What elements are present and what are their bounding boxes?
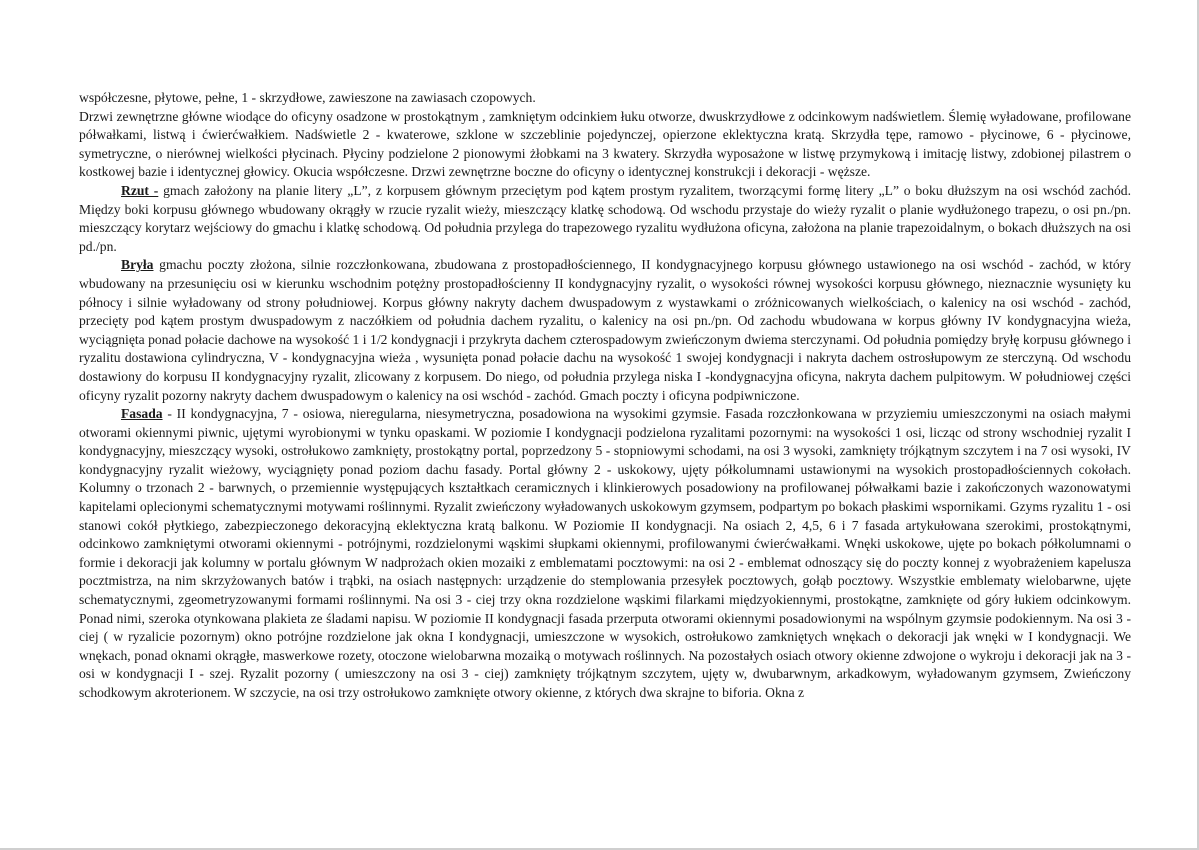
paragraph-bryla bbox=[79, 256, 1131, 405]
section-heading-fasada: Fasada bbox=[121, 406, 163, 422]
paragraph-fasada bbox=[79, 405, 1131, 703]
document-body bbox=[79, 89, 1131, 703]
paragraph-text: gmachu poczty złożona, silnie rozczłonkowana, zbudowana z prostopadłościennego, II kondygnacyjnego korpusu głównego ustawionego na osi wschód - zachód, w który wbudowany na przesunięciu osi w kierunku wschodnim potężny prostopadłościenny II kondygnacyjny ryzalit, o wysokości równej wysokości korpusu głównego, nieznacznie wysunięty ku północy i silnie wyładowany od strony południowej. Korpus główny nakryty dachem dwuspadowym z wystawkami o zróżnicowanych wielkościach, o kalenicy na osi wschód - zachód, przecięty pod kątem prostym dwuspadowym z naczółkiem od południa dachem ryzalitu, o kalenicy na osi pn./pn. Od zachodu wbudowana w korpus główny IV kondygnacyjna wieża, wyciągnięta ponad połacie dachowe na wysokość 1 i 1/2 kondygnacji i przykryta dachem czterospadowym zwieńczonym dwiema sterczynami. Od południa pomiędzy bryłę korpusu głównego i ryzalitu dostawiona cylindryczna, V - kondygnacyjna wieża , wysunięta ponad połacie dachu na wysokość 1 swojej kondygnacji i nakryta dachem ostrosłupowym ze sterczyną. Od wschodu dostawiony do korpusu II kondygnacyjny ryzalit, zlicowany z korpusem. Do niego, od południa przylega niska I -kondygnacyjna oficyna, nakryta dachem pulpitowym. W południowej części oficyny ryzalit pozorny nakryty dachem dwuspadowym o kalenicy na osi wschód - zachód. Gmach poczty i oficyna podpiwniczone. bbox=[79, 257, 1131, 403]
paragraph-text: gmach założony na planie litery „L”, z korpusem głównym przeciętym pod kątem prostym ryzalitem, tworzącymi formę litery „L” o boku dłuższym na osi wschód zachód. Między boki korpusu głównego wbudowany okrągły w rzucie ryzalit wieży, mieszczący klatkę schodową. Od wschodu przystaje do wieży ryzalit o planie wydłużonego trapezu, o osi pn./pn. mieszczący korytarz wejściowy do gmachu i klatkę schodową. Od południa przylega do trapezowego ryzalitu wydłużona oficyna, założona na planie trapezoidalnym, o bokach dłuższych na osi pd./pn. bbox=[79, 182, 1131, 254]
section-heading-rzut: Rzut - bbox=[121, 182, 159, 198]
paragraph-text: - II kondygnacyjna, 7 - osiowa, nieregularna, niesymetryczna, posadowiona na wysokimi gzymsie. Fasada rozczłonkowana w przyziemiu umieszczonymi na osiach małymi otworami okiennymi piwnic, ujętymi wyrobionymi w tynku opaskami. W poziomie I kondygnacji podzielona ryzalitami pozornymi: na wysokości 1 osi, licząc od strony wschodniej ryzalit I kondygnacyjny, mieszczący wysoki, ostrołukowo zamknięty, prostokątny portal, poprzedzony 5 - stopniowymi schodami, na osi 3 wysoki, zamknięty trójkątnym szczytem i na 7 osi wysoki, IV kondygnacyjny ryzalit wieżowy, wyciągnięty ponad poziom dachu fasady. Portal główny 2 - uskokowy, ujęty półkolumnami ustawionymi na wysokich prostopadłościennych cokołach. Kolumny o trzonach 2 - barwnych, o przemiennie występujących kształtkach ceramicznych i klinkierowych posadowiony na profilowanej półwałkami bazie i zakończonych wazonowatymi kapitelami oplecionymi schematycznymi motywami roślinnymi. Ryzalit zwieńczony wyładowanych uskokowym gzymsem, podpartym po bokach płaskimi wspornikami. Gzyms ryzalitu 1 - osi stanowi cokół płytkiego, zabezpieczonego dekoracyjną eklektyczna kratą balkonu. W Poziomie II kondygnacji. Na osiach 2, 4,5, 6 i 7 fasada artykułowana szerokimi, prostokątnymi, odcinkowo zamkniętymi otworami okiennymi - potrójnymi, rozdzielonymi wąskimi słupkami okiennymi, profilowanymi ćwierćwałkami. Wnęki uskokowe, ujęte po bokach półkolumnami o formie i dekoracji jak kolumny w portalu głównym W nadprożach okien mozaiki z emblematami pocztowymi: na osi 2 - emblemat odnoszący się do poczty konnej z wyobrażeniem kapelusza pocztmistrza, na nim skrzyżowanych batów i trąbki, na osiach następnych: urządzenie do stemplowania przesyłek pocztowych, gołąb pocztowy. Wszystkie emblematy wielobarwne, ujęte schematycznymi, zgeometryzowanymi formami roślinnymi. Na osi 3 - ciej trzy okna rozdzielone wąskimi filarkami międzyokiennymi, prostokątne, zamknięte od góry łukiem odcinkowym. Ponad nimi, szeroka otynkowana plakieta ze śladami napisu. W poziomie II kondygnacji fasada przerputa otworami okiennymi posadowionymi na wspólnym gzymsie podokiennym. Na osi 3 - ciej ( w ryzalicie pozornym) okno potrójne rozdzielone jak okna I kondygnacji, umieszczone w wysokich, ostrołukowo zamkniętych wnękach o dekoracji jak wnęki w I kondygnacji. We wnękach, ponad oknami okrągłe, maswerkowe rozety, otoczone wielobarwna mozaiką o motywach roślinnych. Na pozostałych osiach otwory okienne zdwojone o wykroju i dekoracji jak na 3 - osi w kondygnacji I - szej. Ryzalit pozorny ( umieszczony na osi 3 - ciej) zamknięty trójkątnym szczytem, ujęty w, dwubarwnym, arkadkowym, wyładowanym gzymsem, Zwieńczony schodkowym akroterionem. W szczycie, na osi trzy ostrołukowo zamknięte otwory okienne, z których dwa skrajne to biforia. Okna z bbox=[79, 406, 1131, 700]
paragraph-text: Drzwi zewnętrzne główne wiodące do oficyny osadzone w prostokątnym , zamkniętym odcinkiem łuku otworze, dwuskrzydłowe z odcinkowym nadświetlem. Ślemię wyładowane, profilowane półwałkami, listwą i ćwierćwałkiem. Nadświetle 2 - kwaterowe, szklone w szczeblinie pojedynczej, opierzone eklektyczna kratą. Skrzydła tępe, ramowo - płycinowe, 6 - płycinowe, symetryczne, o nierównej wielkości płycinach. Płyciny podzielone 2 pionowymi żłobkami na 3 kwatery. Skrzydła wyposażone w listwę przymykową i imitację listwy, zdobionej pilastrem o kostkowej bazie i identycznej głowicy. Okucia współczesne. Drzwi zewnętrzne boczne do oficyny o identycznej konstrukcji i dekoracji - węższe. bbox=[79, 108, 1131, 180]
section-heading-bryla: Bryła bbox=[121, 257, 154, 273]
paragraph-door-fragment bbox=[79, 89, 1131, 108]
paragraph-text: współczesne, płytowe, pełne, 1 - skrzydłowe, zawieszone na zawiasach czopowych. bbox=[79, 90, 536, 105]
paragraph-rzut bbox=[79, 182, 1131, 256]
paragraph-main-doors bbox=[79, 108, 1131, 182]
